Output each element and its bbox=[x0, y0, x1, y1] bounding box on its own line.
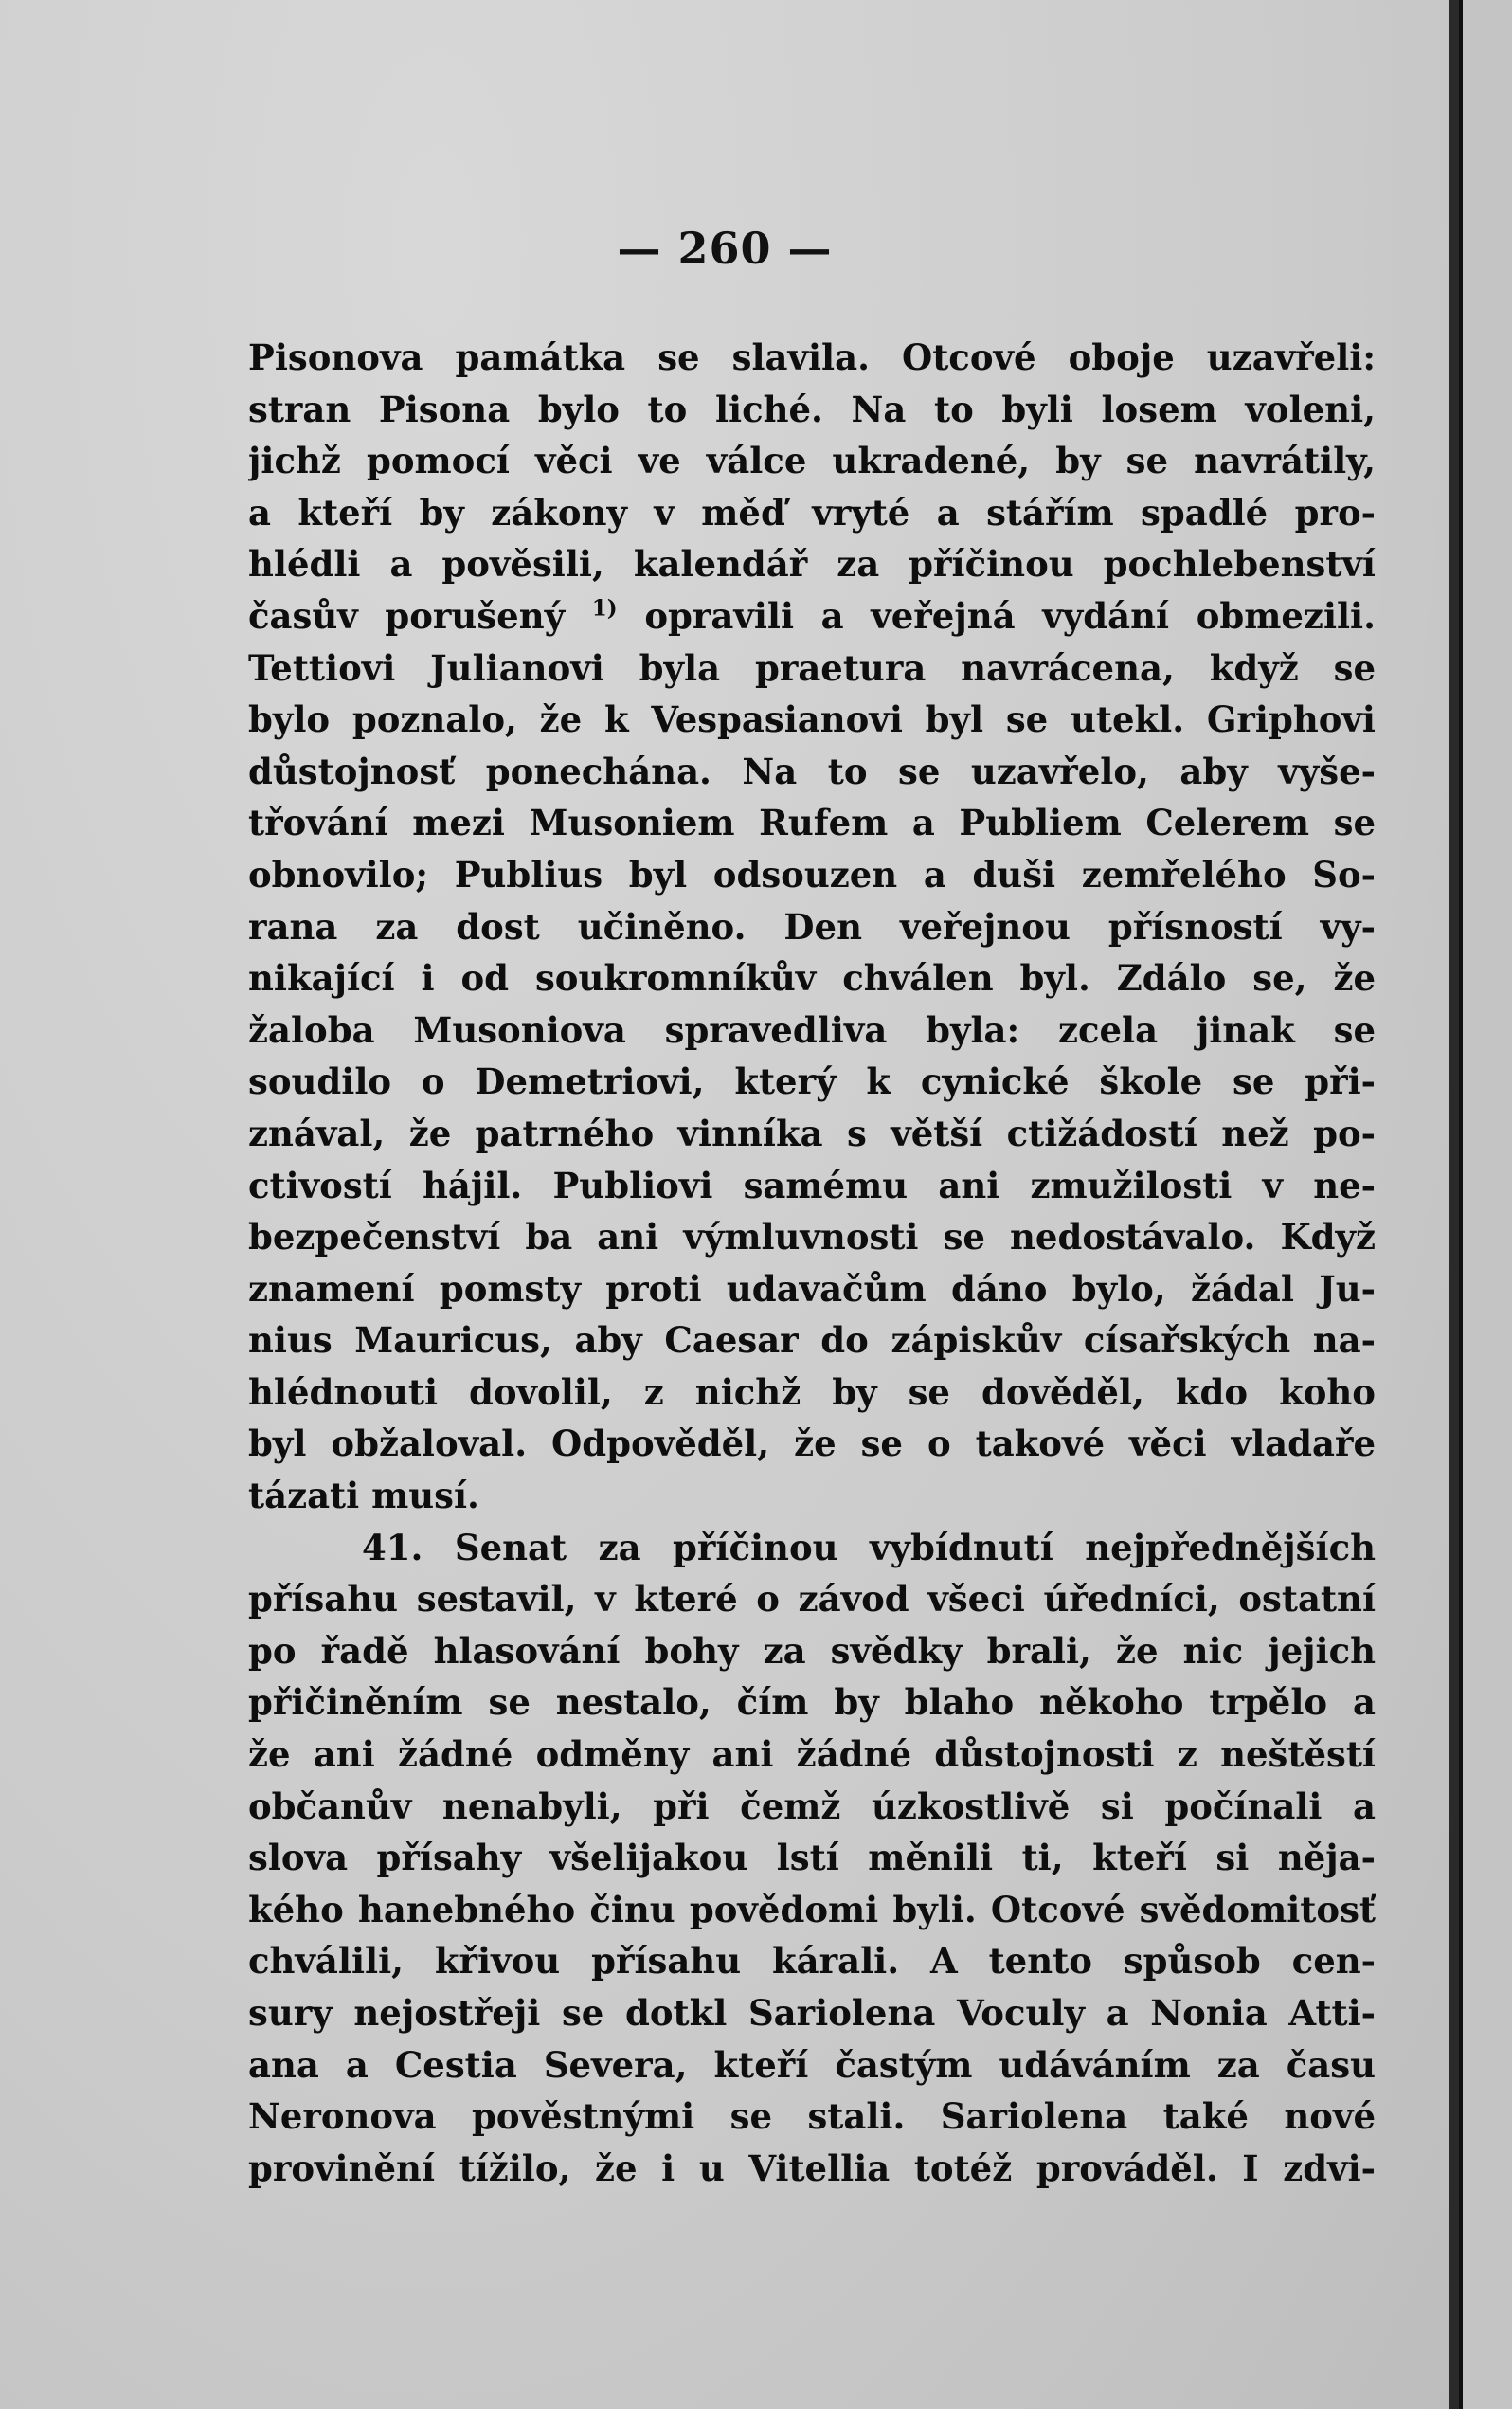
text-line: tázati musí. bbox=[248, 1475, 479, 1517]
text-line: přičiněním se nestalo, čím by blaho někoho trpělo a bbox=[248, 1681, 1376, 1724]
text-line: byl obžaloval. Odpověděl, že se o takové věci vladaře bbox=[248, 1422, 1376, 1465]
text-line: a kteří by zákony v měď vryté a stářím spadlé pro- bbox=[248, 491, 1376, 534]
text-line: Pisonova památka se slavila. Otcové oboje uzavřeli: bbox=[248, 336, 1376, 378]
text-line: po řadě hlasování bohy za svědky brali, že nic jejich bbox=[248, 1629, 1376, 1672]
body-text bbox=[248, 332, 1376, 2194]
text-line: nius Mauricus, aby Caesar do zápiskův císařských na- bbox=[248, 1319, 1376, 1362]
text-line: nikající i od soukromníkův chválen byl. Zdálo se, že bbox=[248, 957, 1376, 1000]
text-line: bylo poznalo, že k Vespasianovi byl se utekl. Griphovi bbox=[248, 698, 1376, 741]
text-line: hlédli a pověsili, kalendář za příčinou pochlebenství bbox=[248, 543, 1376, 586]
text-line: přísahu sestavil, v které o závod všeci úředníci, ostatní bbox=[248, 1578, 1376, 1621]
text-line: znával, že patrného vinníka s větší ctižádostí než po- bbox=[248, 1112, 1376, 1154]
text-line: že ani žádné odměny ani žádné důstojnosti z neštěstí bbox=[248, 1733, 1376, 1776]
text-line: sury nejostřeji se dotkl Sariolena Voculy a Nonia Atti- bbox=[248, 1992, 1376, 2034]
text-line: třování mezi Musoniem Rufem a Publiem Celerem se bbox=[248, 802, 1376, 844]
text-line: obnovilo; Publius byl odsouzen a duši zemřelého So- bbox=[248, 853, 1376, 896]
text-line: soudilo o Demetriovi, který k cynické škole se při- bbox=[248, 1060, 1376, 1103]
text-line: bezpečenství ba ani výmluvnosti se nedostávalo. Když bbox=[248, 1216, 1376, 1259]
text-line: Neronova pověstnými se stali. Sariolena také nové bbox=[248, 2095, 1376, 2138]
text-line: ctivostí hájil. Publiovi samému ani zmužilosti v ne- bbox=[248, 1164, 1376, 1206]
text-line: žaloba Musoniova spravedliva byla: zcela jinak se bbox=[248, 1008, 1376, 1051]
text-line: kého hanebného činu povědomi byli. Otcové svědomitosť bbox=[248, 1888, 1376, 1930]
text-line-with-footnote bbox=[248, 590, 1376, 643]
text-line: provinění tížilo, že i u Vitellia totéž prováděl. I zdvi- bbox=[248, 2146, 1376, 2189]
text-line: znamení pomsty proti udavačům dáno bylo, žádal Ju- bbox=[248, 1267, 1376, 1310]
text-line: 41. Senat za příčinou vybídnutí nejpřednějších bbox=[362, 1526, 1376, 1568]
text-line: Tettiovi Julianovi byla praetura navrácena, když se bbox=[248, 646, 1376, 689]
text-line: rana za dost učiněno. Den veřejnou přísností vy- bbox=[248, 905, 1376, 948]
text-line: slova přísahy všelijakou lstí měnili ti, kteří si něja- bbox=[248, 1837, 1376, 1879]
text-fragment: opravili a veřejná vydání obmezili. bbox=[644, 594, 1376, 637]
text-line: jichž pomocí věci ve válce ukradené, by se navrátily, bbox=[248, 440, 1376, 482]
text-line: občanův nenabyli, při čemž úzkostlivě si počínali a bbox=[248, 1784, 1376, 1827]
text-line: ana a Cestia Severa, kteří častým udáváním za času bbox=[248, 2043, 1376, 2086]
text-fragment: časův porušený bbox=[248, 594, 566, 637]
text-line: stran Pisona bylo to liché. Na to byli losem voleni, bbox=[248, 388, 1376, 430]
adjacent-page-edge bbox=[1459, 0, 1512, 2409]
text-line: důstojnosť ponechána. Na to se uzavřelo, aby vyše- bbox=[248, 750, 1376, 792]
page-edge-shadow bbox=[1449, 0, 1459, 2409]
text-line: hlédnouti dovolil, z nichž by se dověděl, kdo koho bbox=[248, 1370, 1376, 1413]
footnote-marker: 1) bbox=[591, 595, 618, 622]
text-line: chválili, křivou přísahu kárali. A tento spůsob cen- bbox=[248, 1940, 1376, 1983]
page-number: — 260 — bbox=[617, 223, 833, 274]
